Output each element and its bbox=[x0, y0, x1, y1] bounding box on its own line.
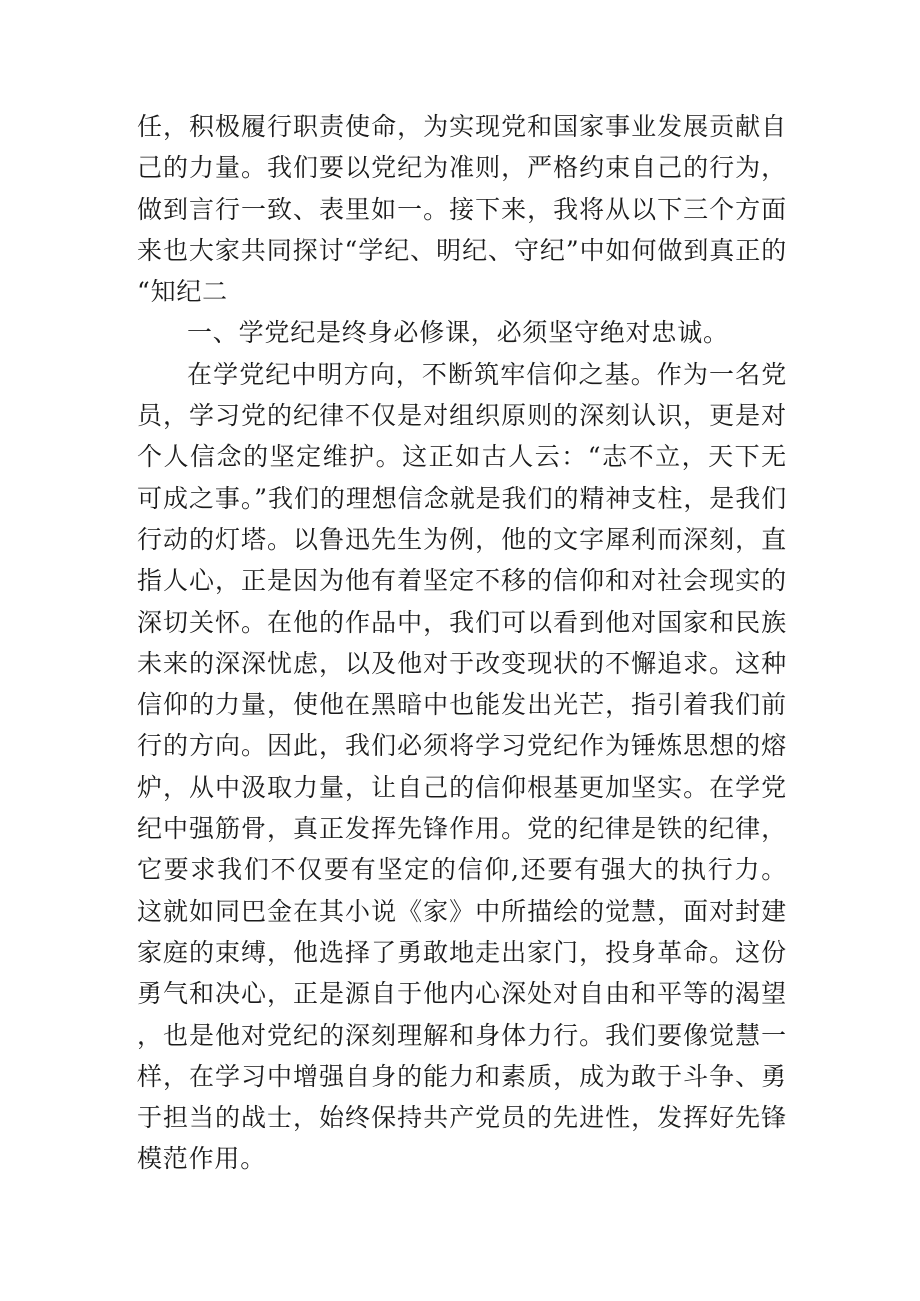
document-body bbox=[137, 106, 787, 1180]
section-heading: 一、学党纪是终身必修课，必须坚守绝对忠诚。 bbox=[187, 318, 729, 348]
paragraph-continuation: 任，积极履行职责使命，为实现党和国家事业发展贡献自己的力量。我们要以党纪为准则，严格约束自己的行为，做到言行一致、表里如一。接下来，我将从以下三个方面来也大家共同探讨“学纪、明纪、守纪”中如何做到真正的“知纪二 bbox=[137, 112, 787, 307]
paragraph-body: 在学党纪中明方向，不断筑牢信仰之基。作为一名党员，学习党的纪律不仅是对组织原则的深刻认识，更是对个人信念的坚定维护。这正如古人云：“志不立，天下无可成之事。”我们的理想信念就是我们的精神支柱，是我们行动的灯塔。以鲁迅先生为例，他的文字犀利而深刻，直指人心，正是因为他有着坚定不移的信仰和对社会现实的深切关怀。在他的作品中，我们可以看到他对国家和民族未来的深深忧虑，以及他对于改变现状的不懈追求。这种信仰的力量，使他在黑暗中也能发出光芒，指引着我们前行的方向。因此，我们必须将学习党纪作为锤炼思想的熔炉，从中汲取力量，让自己的信仰根基更加坚实。在学党纪中强筋骨，真正发挥先锋作用。党的纪律是铁的纪律，它要求我们不仅要有坚定的信仰,还要有强大的执行力。这就如同巴金在其小说《家》中所描绘的觉慧，面对封建家庭的束缚，他选择了勇敢地走出家门，投身革命。这份勇气和决心，正是源自于他内心深处对自由和平等的渴望，也是他对党纪的深刻理解和身体力行。我们要像觉慧一样，在学习中增强自身的能力和素质，成为敢于斗争、勇于担当的战士，始终保持共产党员的先进性，发挥好先锋模范作用。 bbox=[137, 359, 787, 1174]
